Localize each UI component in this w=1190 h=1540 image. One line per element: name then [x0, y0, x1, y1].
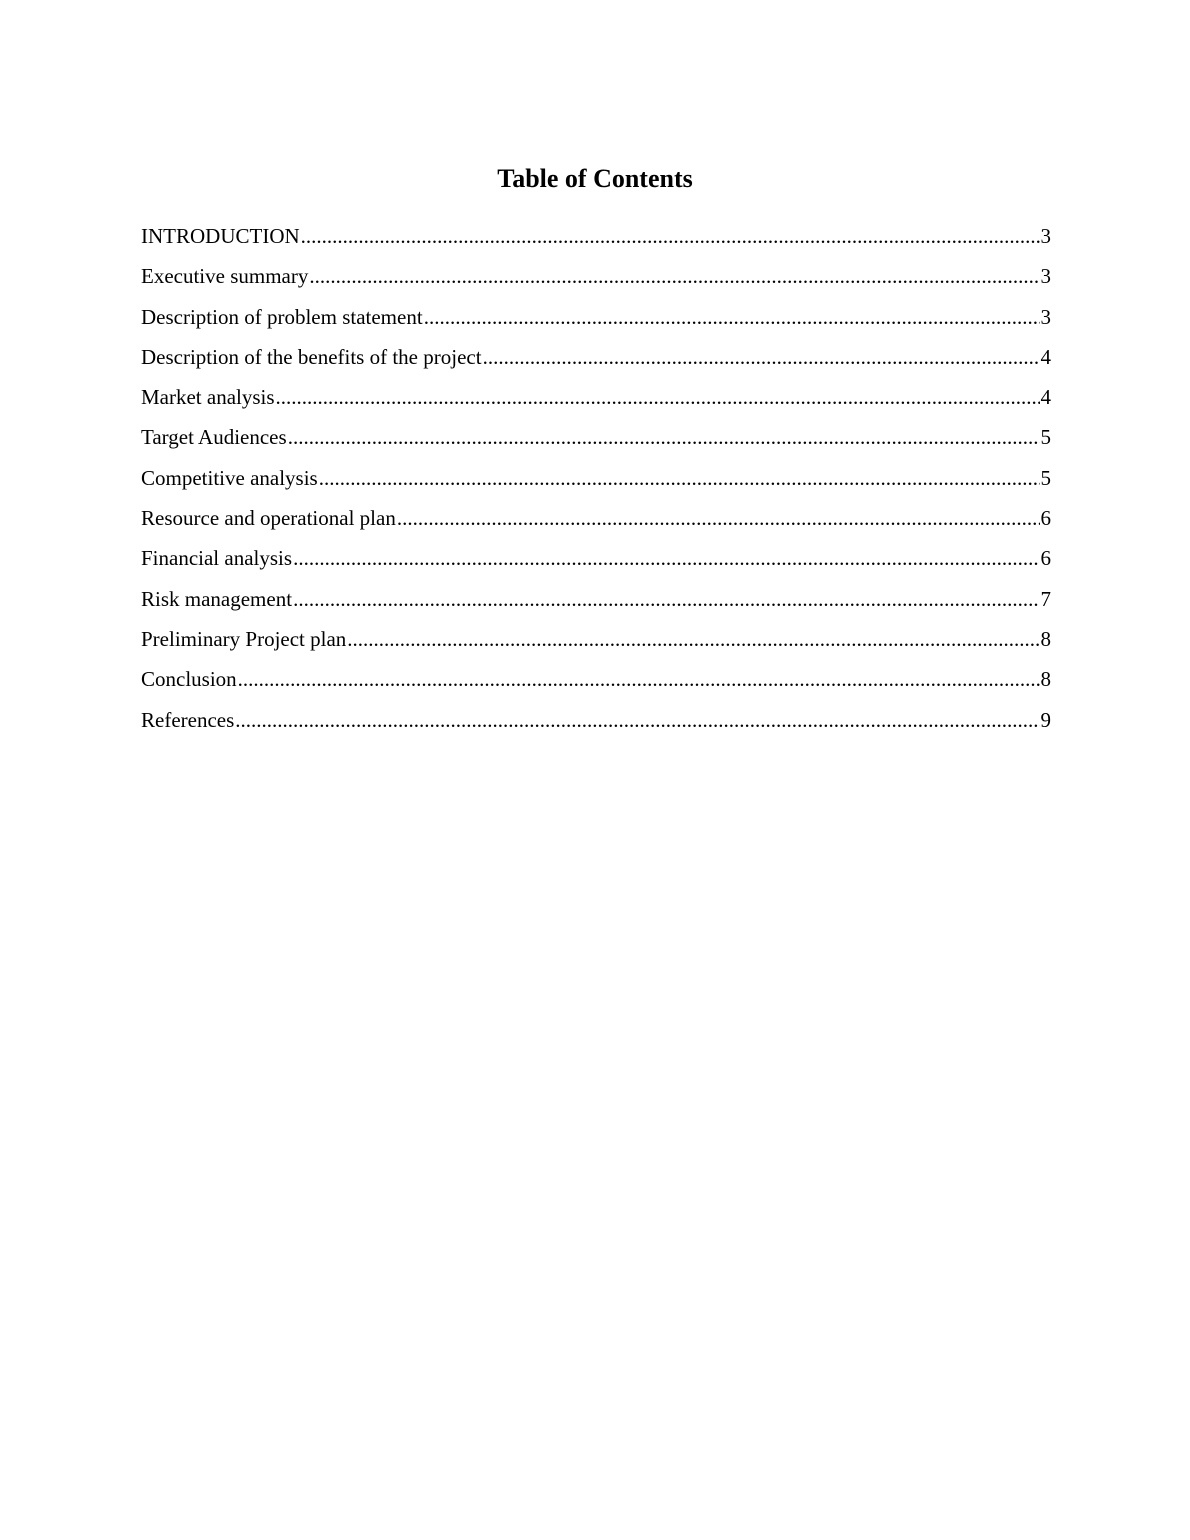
dot-leader [301, 216, 1040, 256]
toc-entry-page: 3 [1040, 304, 1051, 329]
toc-entry-page: 7 [1040, 586, 1051, 611]
toc-entry-problem-statement[interactable] [141, 297, 1051, 337]
toc-entry-label: Market analysis [141, 385, 275, 410]
toc-entry-introduction[interactable] [141, 216, 1051, 256]
toc-title: Table of Contents [497, 164, 693, 193]
dot-leader [309, 256, 1039, 296]
dot-leader [397, 498, 1040, 538]
toc-entry-page: 5 [1040, 425, 1051, 450]
toc-entry-page: 4 [1040, 385, 1051, 410]
dot-leader [319, 458, 1040, 498]
toc-entry-label: INTRODUCTION [141, 224, 300, 248]
toc-entry-page: 3 [1040, 264, 1051, 289]
toc-entry-label: Conclusion [141, 667, 237, 692]
dot-leader [238, 659, 1040, 699]
toc-entry-market-analysis[interactable] [141, 377, 1051, 417]
dot-leader [424, 297, 1040, 337]
toc-entry-page: 9 [1040, 707, 1051, 732]
dot-leader [276, 377, 1040, 417]
toc-entry-page: 6 [1040, 506, 1051, 531]
toc-entry-page: 4 [1040, 344, 1051, 369]
toc-entry-label: References [141, 707, 235, 732]
toc-entry-label: Description of problem statement [141, 304, 423, 329]
dot-leader [293, 579, 1039, 619]
toc-entry-competitive-analysis[interactable] [141, 458, 1051, 498]
toc-entry-label: Description of the benefits of the project [141, 344, 482, 369]
toc-entry-preliminary-project-plan[interactable] [141, 619, 1051, 659]
toc-entry-label: Financial analysis [141, 546, 293, 571]
dot-leader [235, 700, 1039, 740]
toc-entry-project-benefits[interactable] [141, 337, 1051, 377]
toc-entry-conclusion[interactable] [141, 659, 1051, 699]
toc-entry-target-audiences[interactable] [141, 417, 1051, 457]
toc-entry-resource-operational-plan[interactable] [141, 498, 1051, 538]
toc-entry-page: 8 [1040, 626, 1051, 651]
toc-entry-references[interactable] [141, 700, 1051, 740]
dot-leader [293, 538, 1039, 578]
dot-leader [483, 337, 1040, 377]
toc-list [141, 216, 1051, 740]
toc-entry-label: Executive summary [141, 264, 309, 289]
dot-leader [347, 619, 1039, 659]
toc-entry-label: Resource and operational plan [141, 506, 396, 531]
toc-entry-page: 8 [1040, 667, 1051, 692]
toc-entry-page: 5 [1040, 465, 1051, 490]
dot-leader [288, 417, 1040, 457]
toc-entry-label: Preliminary Project plan [141, 626, 347, 651]
toc-entry-risk-management[interactable] [141, 579, 1051, 619]
toc-entry-page: 3 [1040, 224, 1051, 248]
toc-entry-financial-analysis[interactable] [141, 538, 1051, 578]
toc-entry-label: Target Audiences [141, 425, 287, 450]
toc-entry-label: Risk management [141, 586, 293, 611]
toc-entry-page: 6 [1040, 546, 1051, 571]
toc-entry-executive-summary[interactable] [141, 256, 1051, 296]
toc-entry-label: Competitive analysis [141, 465, 318, 490]
